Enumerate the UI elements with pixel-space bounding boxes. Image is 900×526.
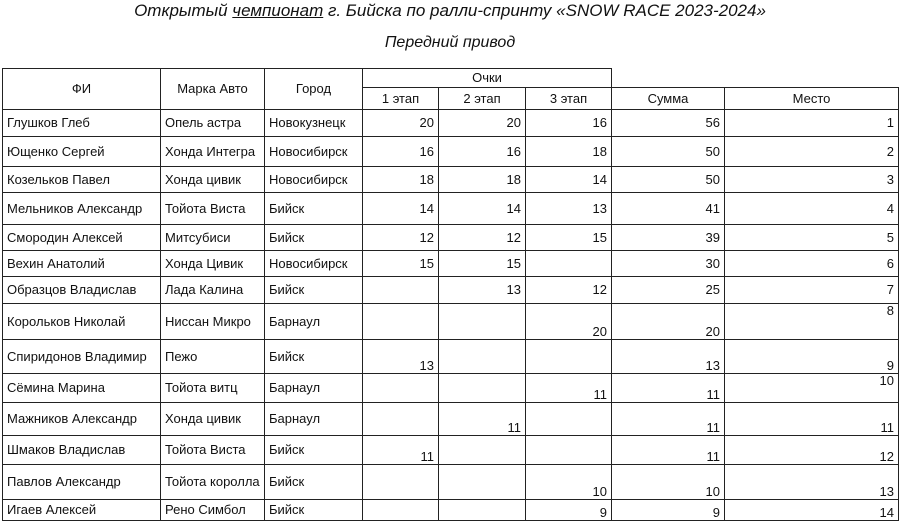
- cell-sum: 13: [612, 340, 725, 374]
- header-stage-2: 2 этап: [439, 88, 526, 110]
- cell-city: Новосибирск: [265, 167, 363, 193]
- table-row: [3, 500, 899, 521]
- cell-stage-1: [363, 465, 439, 500]
- cell-stage-1: [363, 304, 439, 340]
- cell-name: Павлов Александр: [3, 465, 161, 500]
- cell-city: Барнаул: [265, 374, 363, 403]
- cell-stage-3: 10: [526, 465, 612, 500]
- table-row: [3, 110, 899, 137]
- table-row: [3, 403, 899, 436]
- cell-city: Бийск: [265, 436, 363, 465]
- cell-place: 14: [725, 500, 899, 521]
- cell-stage-3: 15: [526, 225, 612, 251]
- header-stage-1: 1 этап: [363, 88, 439, 110]
- cell-city: Бийск: [265, 340, 363, 374]
- cell-name: Вехин Анатолий: [3, 251, 161, 277]
- cell-stage-1: 20: [363, 110, 439, 137]
- cell-city: Бийск: [265, 277, 363, 304]
- document-subtitle: Передний привод: [384, 34, 516, 51]
- table-row: [3, 304, 899, 340]
- table-row: [3, 436, 899, 465]
- cell-place: 12: [725, 436, 899, 465]
- cell-stage-3: 12: [526, 277, 612, 304]
- cell-city: Новокузнецк: [265, 110, 363, 137]
- cell-stage-1: [363, 277, 439, 304]
- cell-place: 3: [725, 167, 899, 193]
- cell-name: Шмаков Владислав: [3, 436, 161, 465]
- cell-city: Барнаул: [265, 304, 363, 340]
- cell-stage-1: [363, 500, 439, 521]
- cell-place: 6: [725, 251, 899, 277]
- header-name: ФИ: [3, 69, 161, 110]
- cell-place: 5: [725, 225, 899, 251]
- cell-sum: 39: [612, 225, 725, 251]
- cell-place: 10: [725, 374, 899, 403]
- table-row: [3, 193, 899, 225]
- header-empty-sum: [612, 69, 725, 88]
- cell-stage-1: 16: [363, 137, 439, 167]
- cell-stage-2: [439, 374, 526, 403]
- cell-stage-2: 11: [439, 403, 526, 436]
- cell-place: 7: [725, 277, 899, 304]
- table-row: [3, 225, 899, 251]
- cell-stage-2: [439, 465, 526, 500]
- cell-car: Тойота витц: [161, 374, 265, 403]
- cell-city: Бийск: [265, 500, 363, 521]
- cell-stage-1: 18: [363, 167, 439, 193]
- cell-car: Тойота Виста: [161, 193, 265, 225]
- header-city: Город: [265, 69, 363, 110]
- cell-place: 4: [725, 193, 899, 225]
- cell-name: Смородин Алексей: [3, 225, 161, 251]
- cell-sum: 41: [612, 193, 725, 225]
- results-body: [3, 110, 899, 521]
- cell-stage-2: [439, 304, 526, 340]
- title-part-2: г. Бийска по ралли-спринту «SNOW RACE 2023-2024»: [323, 1, 766, 20]
- cell-stage-3: 9: [526, 500, 612, 521]
- cell-place: 2: [725, 137, 899, 167]
- cell-car: Хонда Интегра: [161, 137, 265, 167]
- header-sum: Сумма: [612, 88, 725, 110]
- cell-sum: 10: [612, 465, 725, 500]
- cell-name: Козельков Павел: [3, 167, 161, 193]
- cell-stage-1: 12: [363, 225, 439, 251]
- cell-city: Барнаул: [265, 403, 363, 436]
- table-row: [3, 167, 899, 193]
- header-stage-3: 3 этап: [526, 88, 612, 110]
- cell-stage-3: 11: [526, 374, 612, 403]
- header-points: Очки: [363, 69, 612, 88]
- cell-stage-3: 14: [526, 167, 612, 193]
- cell-sum: 30: [612, 251, 725, 277]
- cell-stage-2: 20: [439, 110, 526, 137]
- cell-car: Хонда цивик: [161, 403, 265, 436]
- cell-car: Хонда цивик: [161, 167, 265, 193]
- cell-stage-3: 13: [526, 193, 612, 225]
- cell-place: 13: [725, 465, 899, 500]
- cell-stage-2: 14: [439, 193, 526, 225]
- cell-stage-3: 20: [526, 304, 612, 340]
- cell-car: Митсубиси: [161, 225, 265, 251]
- title-underlined-word: чемпионат: [232, 1, 324, 20]
- cell-car: Пежо: [161, 340, 265, 374]
- cell-sum: 11: [612, 436, 725, 465]
- cell-city: Новосибирск: [265, 137, 363, 167]
- cell-sum: 56: [612, 110, 725, 137]
- cell-car: Хонда Цивик: [161, 251, 265, 277]
- title-part-1: Открытый: [134, 1, 233, 20]
- cell-name: Корольков Николай: [3, 304, 161, 340]
- cell-stage-2: 15: [439, 251, 526, 277]
- cell-stage-1: 13: [363, 340, 439, 374]
- cell-stage-2: 13: [439, 277, 526, 304]
- cell-city: Бийск: [265, 193, 363, 225]
- cell-name: Игаев Алексей: [3, 500, 161, 521]
- table-row: [3, 465, 899, 500]
- cell-car: Тойота Виста: [161, 436, 265, 465]
- table-row: [3, 340, 899, 374]
- cell-city: Новосибирск: [265, 251, 363, 277]
- table-row: [3, 137, 899, 167]
- cell-sum: 11: [612, 403, 725, 436]
- cell-sum: 50: [612, 137, 725, 167]
- cell-place: 11: [725, 403, 899, 436]
- cell-name: Мельников Александр: [3, 193, 161, 225]
- cell-sum: 11: [612, 374, 725, 403]
- cell-stage-3: 18: [526, 137, 612, 167]
- cell-stage-1: [363, 374, 439, 403]
- table-row: [3, 374, 899, 403]
- cell-city: Бийск: [265, 465, 363, 500]
- document-title: [0, 0, 900, 24]
- header-place: Место: [725, 88, 899, 110]
- cell-sum: 25: [612, 277, 725, 304]
- table-row: [3, 277, 899, 304]
- header-car: Марка Авто: [161, 69, 265, 110]
- cell-place: 1: [725, 110, 899, 137]
- cell-stage-1: [363, 403, 439, 436]
- cell-stage-2: [439, 436, 526, 465]
- cell-stage-3: [526, 403, 612, 436]
- table-row: [3, 251, 899, 277]
- cell-name: Мажников Александр: [3, 403, 161, 436]
- cell-stage-1: 15: [363, 251, 439, 277]
- cell-car: Рено Симбол: [161, 500, 265, 521]
- cell-sum: 50: [612, 167, 725, 193]
- cell-stage-3: [526, 436, 612, 465]
- results-table: [2, 68, 899, 521]
- cell-place: 8: [725, 304, 899, 340]
- cell-name: Спиридонов Владимир: [3, 340, 161, 374]
- cell-name: Сёмина Марина: [3, 374, 161, 403]
- cell-stage-1: 14: [363, 193, 439, 225]
- cell-stage-2: 18: [439, 167, 526, 193]
- cell-stage-2: [439, 340, 526, 374]
- cell-car: Лада Калина: [161, 277, 265, 304]
- cell-sum: 9: [612, 500, 725, 521]
- cell-city: Бийск: [265, 225, 363, 251]
- cell-stage-1: 11: [363, 436, 439, 465]
- cell-sum: 20: [612, 304, 725, 340]
- cell-stage-3: [526, 251, 612, 277]
- cell-name: Ющенко Сергей: [3, 137, 161, 167]
- cell-stage-3: 16: [526, 110, 612, 137]
- cell-car: Тойота королла: [161, 465, 265, 500]
- cell-car: Опель астра: [161, 110, 265, 137]
- cell-name: Глушков Глеб: [3, 110, 161, 137]
- cell-name: Образцов Владислав: [3, 277, 161, 304]
- header-empty-place: [725, 69, 899, 88]
- cell-stage-2: 16: [439, 137, 526, 167]
- cell-stage-2: 12: [439, 225, 526, 251]
- cell-stage-2: [439, 500, 526, 521]
- cell-stage-3: [526, 340, 612, 374]
- cell-place: 9: [725, 340, 899, 374]
- cell-car: Ниссан Микро: [161, 304, 265, 340]
